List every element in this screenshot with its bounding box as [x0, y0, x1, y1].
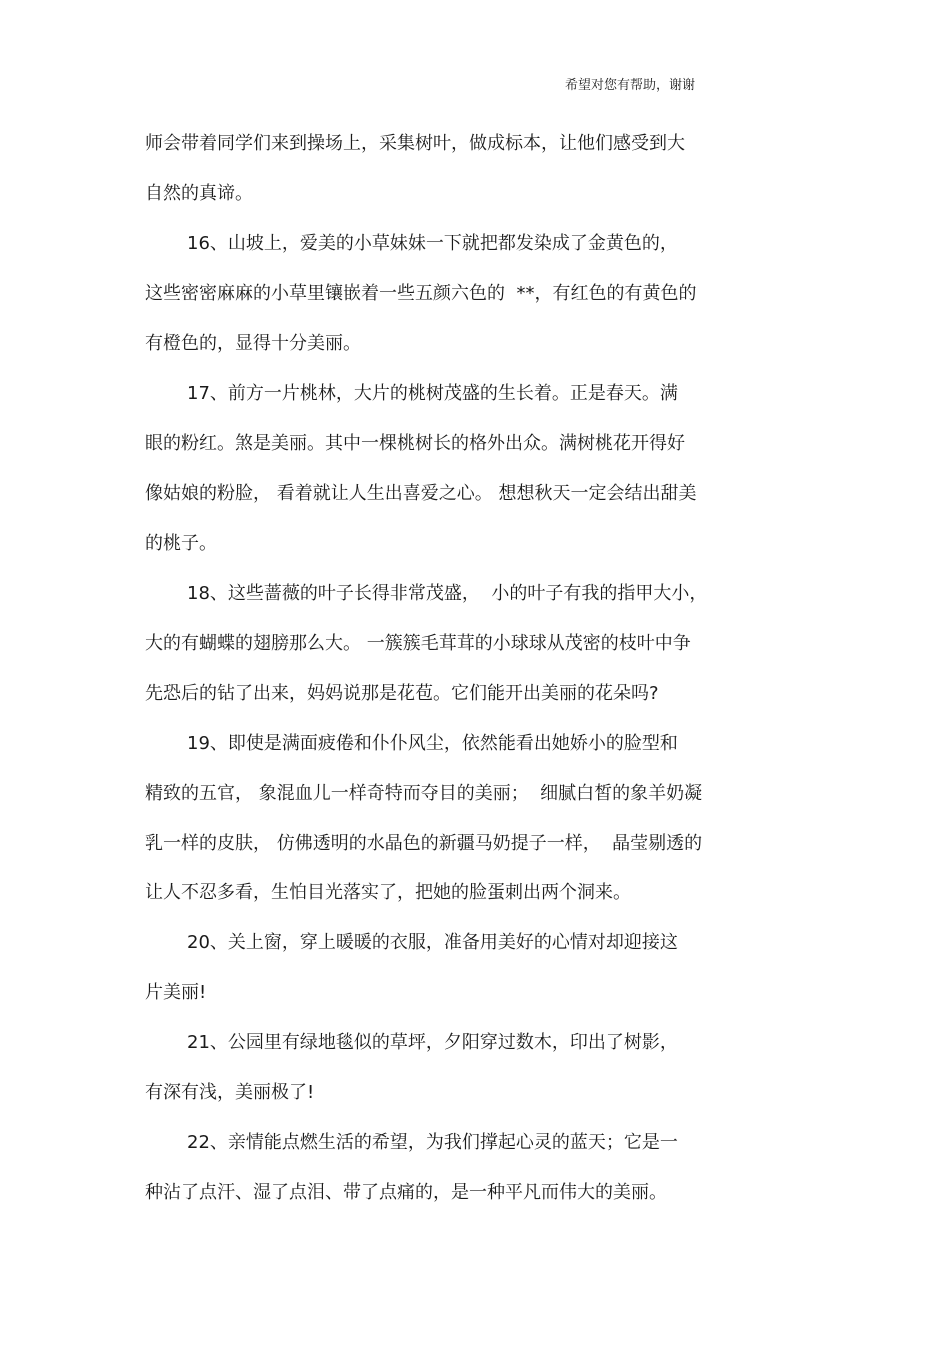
text-line: 17、前方一片桃林，大片的桃树茂盛的生长着。正是春天。满: [187, 383, 678, 404]
text-line: 自然的真谛。: [145, 183, 253, 204]
text-line: 20、关上窗，穿上暖暖的衣服，准备用美好的心情对却迎接这: [187, 932, 678, 953]
text-line: 的桃子。: [145, 533, 217, 554]
text-line: 16、山坡上，爱美的小草妹妹一下就把都发染成了金黄色的，: [187, 233, 678, 254]
text-line: 这些密密麻麻的小草里镶嵌着一些五颜六色的 **，有红色的有黄色的: [145, 283, 697, 304]
text-line: 种沾了点汗、湿了点泪、带了点痛的，是一种平凡而伟大的美丽。: [145, 1182, 667, 1203]
text-line: 大的有蝴蝶的翅膀那么大。 一簇簇毛茸茸的小球球从茂密的枝叶中争: [145, 633, 691, 654]
text-line: 眼的粉红。煞是美丽。其中一棵桃树长的格外出众。满树桃花开得好: [145, 433, 685, 454]
text-line: 片美丽!: [145, 982, 207, 1003]
text-line: 先恐后的钻了出来，妈妈说那是花苞。它们能开出美丽的花朵吗?: [145, 683, 659, 704]
text-line: 像姑娘的粉脸， 看着就让人生出喜爱之心。 想想秋天一定会结出甜美: [145, 483, 697, 504]
text-line: 19、即使是满面疲倦和仆仆风尘，依然能看出她娇小的脸型和: [187, 733, 678, 754]
text-line: 让人不忍多看，生怕目光落实了，把她的脸蛋刺出两个洞来。: [145, 882, 631, 903]
text-line: 有橙色的，显得十分美丽。: [145, 333, 361, 354]
text-line: 师会带着同学们来到操场上，采集树叶，做成标本，让他们感受到大: [145, 133, 685, 154]
text-line: 18、这些蔷薇的叶子长得非常茂盛， 小的叶子有我的指甲大小，: [187, 583, 708, 604]
text-line: 22、亲情能点燃生活的希望，为我们撑起心灵的蓝天；它是一: [187, 1132, 678, 1153]
text-line: 精致的五官， 象混血儿一样奇特而夺目的美丽； 细腻白皙的象羊奶凝: [145, 783, 703, 804]
text-line: 21、公园里有绿地毯似的草坪，夕阳穿过数木，印出了树影，: [187, 1032, 678, 1053]
text-line: 乳一样的皮肤， 仿佛透明的水晶色的新疆马奶提子一样， 晶莹剔透的: [145, 833, 703, 854]
page-header-note: 希望对您有帮助，谢谢: [565, 78, 696, 93]
text-line: 有深有浅，美丽极了!: [145, 1082, 315, 1103]
